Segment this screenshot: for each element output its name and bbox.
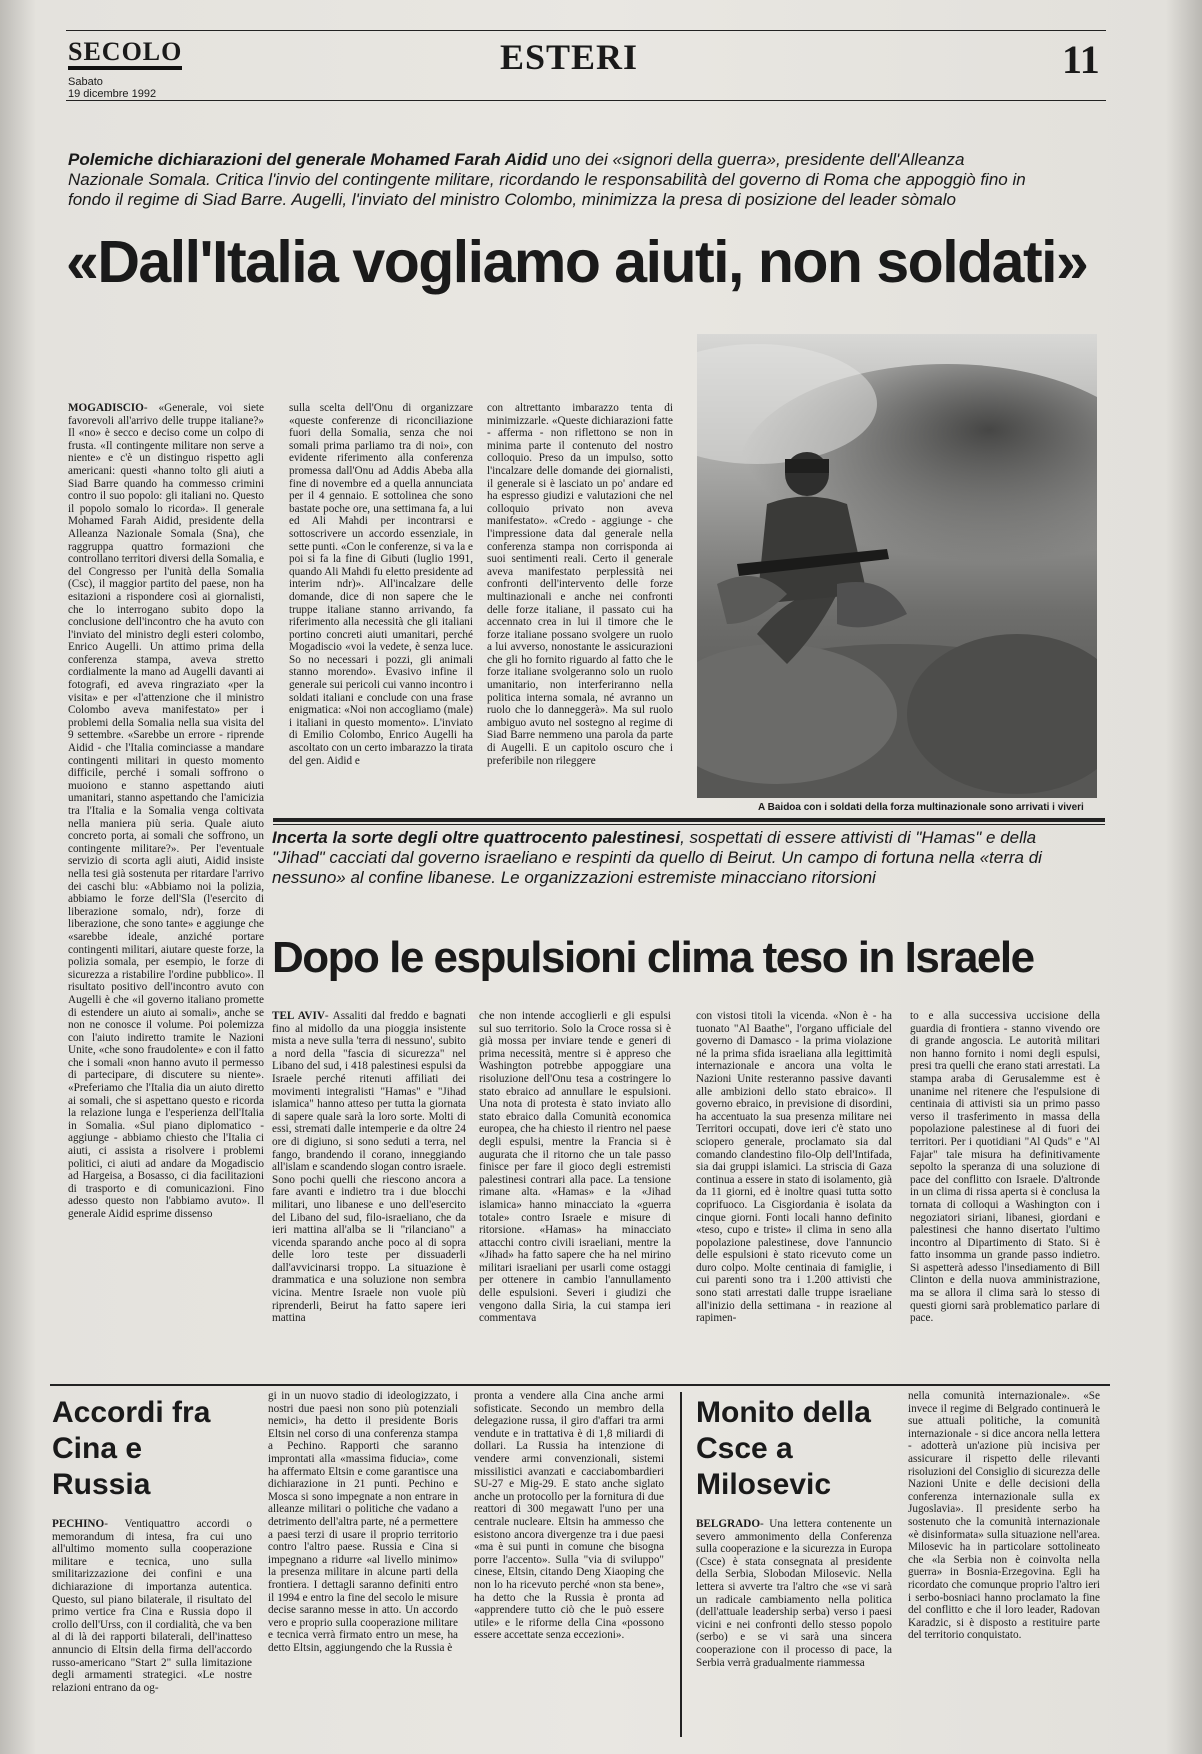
story2-col2-text: che non intende accoglierli e gli espulsi sul suo territorio. Solo la Croce rossa si è già mossa per inviare tende e generi di prima necessità, mentre si è appreso che Washington potrebbe appoggiare una risoluzione dell'Onu tesa a costringere lo stato ebraico ad annullare le espulsioni. Una nota di protesta è stato inviato allo stato ebraico dalla Comunità economica europea, che ha chiesto il rientro nel paese degli espulsi, mentre la Francia si è augurata che il ritorno che un tale passo finisce per fare il gioco degli estremisti palestinesi contrari alla pace. La tensione rimane alta. «Hamas» e la «Jihad islamica» hanno minacciato la «guerra totale» contro Israele e misure di ritorsione. «Hamas» ha minacciato attacchi contro civili israeliani, mentre la «Jihad» ha fatto sapere che ha nel mirino militari israeliani per usarli come ostaggi per ottenere in cambio l'annullamento delle espulsioni. Severi i giudizi che vengono dalla Siria, la cui stampa ieri commentava (479, 1010, 671, 1325)
story2-col4-text: to e alla successiva uccisione della guardia di frontiera - stanno vivendo ore di grande angoscia. Le autorità militari non hanno fornito i nomi degli espulsi, presi tra quelli che erano stati arrestati. La stampa araba di Gerusalemme est è unanime nel ritenere che l'espulsione di centinaia di attivisti sia un primo passo verso il trasferimento in massa della popolazione palestinese al di fuori dei territori. Per i quotidiani "Al Quds" e "Al Fajar" tale misura ha definitivamente sepolto la speranza di una soluzione di pace del conflitto con Israele. D'altronde in un clima di rissa aperta si è conclusa la tornata di colloqui a Washington con i negoziatori siriani, libanesi, giordani e palestinesi che hanno disertato l'ultimo incontro al Dipartimento di Stato. Si è fatto insomma un grande passo indietro. Si aspetterà adesso l'insediamento di Bill Clinton e della nuova amministrazione, ma se allora il clima sarà lo stesso di questi giorni sarà problematico parlare di pace. (910, 1010, 1100, 1325)
section-title: ESTERI (500, 37, 639, 77)
story2-column-2 (479, 1010, 671, 1370)
story2-column-4 (910, 1010, 1100, 1370)
story2-column-3 (696, 1010, 892, 1370)
story2-col3-text: con vistosi titoli la vicenda. «Non è - ha tuonato "Al Baathe", l'organo ufficiale del governo di Damasco - la prima violazione né la prima sfida israeliana alla legittimità internazionale e ancora una volta le Nazioni Unite resteranno passive davanti alle ambizioni dello stato ebraico». Il governo ebraico, in previsione di disordini, ha accentuato la sua presenza militare nei Territori occupati, dove ieri c'è stato uno sciopero generale, proclamato sia dal comando clandestino filo-Olp dell'Intifada, sia dai gruppi islamici. La striscia di Gaza continua a essere in stato di isolamento, già da 11 giorni, ed è inoltre quasi tutta sotto coprifuoco. La Cisgiordania è isolata da cinque giorni. Fonti locali hanno definito «teso, cupo e triste» il clima in seno alla popolazione palestinese, dove l'annuncio delle espulsioni è stato ricevuto come un duro colpo. Molte centinaia di famiglie, i cui parenti sono tra i 1.200 attivisti che sono stati arrestati dalle truppe israeliane all'inizio della settimana - in reazione al rapimen- (696, 1010, 892, 1325)
story2-top-rule-thin (273, 824, 1105, 825)
story1-kicker (68, 150, 1028, 210)
photo-caption: A Baidoa con i soldati della forza multinazionale sono arrivati i viveri (758, 802, 1084, 813)
bottom-story-divider (680, 1392, 682, 1737)
header-rule-top (66, 30, 1106, 31)
story3-dateline: PECHINO (52, 1518, 105, 1530)
story3-column-2 (268, 1390, 458, 1736)
story2-headline: Dopo le espulsioni clima teso in Israele (272, 933, 1034, 982)
soldier-photo (697, 334, 1097, 798)
page-number: 11 (1062, 37, 1100, 82)
story3-col1-text: - Ventiquattro accordi o memorandum di intesa, fra cui uno all'ultimo momento sulla cooperazione militare e tecnica, uno sulla smilitarizzazione dei confini e una dichiarazione di importanza autentica. Questo, sul piano bilaterale, il risultato del primo vertice fra Cina e Russia dopo il crollo dell'Urss, con il cordialità, che va ben al di là dei rapporti bilaterali, dell'inatteso annuncio di Eltsin della firma dell'accordo russo-americano "Start 2" sulla limitazione degli armamenti strategici. «Le nostre relazioni entrano da og- (52, 1518, 252, 1694)
story2-col1-text: - Assaliti dal freddo e bagnati fino al midollo da una pioggia insistente mista a neve sulla 'terra di nessuno', subito a nord della "fascia di sicurezza" nel Libano del sud, i 418 palestinesi espulsi da Israele perché ritenuti affiliati dei movimenti integralisti "Hamas" e "Jihad islamica" hanno atteso per tutta la giornata di sapere quale sarà la loro sorte. Molti di essi, stremati dalle intemperie e da oltre 24 ore di digiuno, si sono seduti a terra, nel fango, brandendo il corano, inneggiando all'islam e scandendo slogan contro israele. Sono pochi quelli che riescono ancora a fare avanti e indietro tra i due blocchi militari, uno libanese e uno dell'esercito del Libano del sud, filo-israeliano, che da ieri mattina all'alba se li "rilanciano" a vicenda sparando anche poco al di sopra delle loro teste per dissuaderli dall'avvicinarsi troppo. La situazione è drammatica e una soluzione non sembra vicina. Mentre Israele non vuole più riprenderli, Beirut ha fatto sapere ieri mattina (272, 1010, 466, 1325)
story2-kicker-text: , sospettati di essere attivisti di "Hamas" e della "Jihad" cacciati dal governo israeliano e respinti da quello di Beirut. Un campo di fortuna nella «terra di nessuno» al confine libanese. Le organizzazioni estremiste minacciano ritorsioni (272, 828, 1042, 887)
story2-dateline: TEL AVIV (272, 1010, 325, 1022)
story1-col2-text: sulla scelta dell'Onu di organizzare «queste conferenze di riconciliazione fuori della Somalia, senza che noi somali prima parliamo tra di noi», con evidente riferimento alla conferenza promessa dall'Onu ad Addis Abeba alla fine di novembre ed a quella annunciata per il 4 gennaio. E sottolinea che sono bastate poche ore, una settimana fa, a lui ed Ali Mahdi per incontrarsi e sottoscrivere un accordo essenziale, in sette punti. «Con le conferenze, si va la e poi si fa la fine di Gibuti (luglio 1991, quando Ali Mahdi fu eletto presidente ad interim ndr)». All'incalzare delle domande, dice di non sapere che le truppe italiane stanno arrivando, fa riferimento alla necessità che gli italiani portino concreti aiuti umanitari, perché Mogadiscio «voi la vedete, è senza luce. So no necessari i pozzi, gli animali stanno morendo». Evasivo infine il generale sui pericoli cui vanno incontro i soldati italiani e conclude con una frase enigmatica: «Noi non accogliamo (male) i italiani in questo momento». L'inviato di Emilio Colombo, Enrico Augelli ha ascoltato con un certo imbarazzo la tirata del gen. Aidid e (289, 402, 473, 767)
story4-dateline: BELGRADO (696, 1518, 761, 1530)
story3-column-3 (474, 1390, 664, 1736)
soldier-photo-image (697, 334, 1097, 798)
story1-column-1 (68, 402, 264, 1360)
story2-kicker (272, 828, 1072, 888)
story3-headline: Accordi fra Cina e Russia (52, 1396, 211, 1501)
story4-col2-text: nella comunità internazionale». «Se invece il regime di Belgrado continuerà le sue attuali politiche, la comunità internazionale - si dice ancora nella lettera - adotterà un'azione più incisiva per assicurare il rispetto delle rilevanti risoluzioni del Consiglio di sicurezza delle Nazioni Unite e delle decisioni della conferenza internazionale sulla ex Jugoslavia». Il presidente serbo ha sostenuto che la comunità internazionale «è disinformata» sulla situazione nell'area. Milosevic ha in particolare sottolineato che «la Serbia non è coinvolta nella guerra» in Bosnia-Erzegovina. Egli ha ricordato che comunque proprio l'altro ieri i serbo-bosniaci hanno proclamato la fine del conflitto e che il loro leader, Radovan Karadzic, si è disposto a restituire parte del territorio conquistato. (908, 1390, 1100, 1642)
story1-kicker-text: uno dei «signori della guerra», presidente dell'Alleanza Nazionale Somala. Critica l'invio del contingente militare, ricordando le responsabilità del governo di Roma che appoggiò fino in fondo il regime di Siad Barre. Augelli, l'inviato del ministro Colombo, minimizza la presa di posizione del leader sòmalo (68, 150, 1026, 209)
story2-top-rule (273, 818, 1105, 822)
story4-column-1 (696, 1518, 892, 1736)
story3-col3-text: pronta a vendere alla Cina anche armi sofisticate. Secondo un membro della delegazione russa, il giro d'affari tra armi vendute e in trattativa è di 1,8 miliardi di dollari. La Russia ha intenzione di vendere armi convenzionali, sistemi missilistici avanzati e cacciabombardieri SU-27 e Mig-29. E stato anche siglato anche un protocollo per la fornitura di due reattori di 300 megawatt l'uno per una centrale nucleare. Eltsin ha ammesso che esistono ancora divergenze tra i due paesi «ma è sui punti in comune che bisogna porre l'accento». Sulla "via di sviluppo" cinese, Eltsin, citando Deng Xiaoping che non lo ha ricevuto perché «non sta bene», ha detto che la Russia è pronta ad «apprendere tutto ciò che le può essere utile» e le riforme della Cina «possono essere accettate senza eccezioni». (474, 1390, 664, 1642)
issue-date: 19 dicembre 1992 (68, 88, 157, 100)
story1-kicker-bold: Polemiche dichiarazioni del generale Mohamed Farah Aidid (68, 150, 548, 169)
story1-column-3 (487, 402, 673, 780)
story1-col1-text: - «Generale, voi siete favorevoli all'arrivo delle truppe italiane?» Il «no» è secco e deciso come un colpo di frusta. «Il contingente militare non serve a niente» e c'è un distinguo rispetto agli americani: questi «hanno tolto gli aiuti a Siad Barre quando ha commesso crimini contro il suo popolo: gli italiani no. Questo il popolo somalo lo ricorda». Il generale Mohamed Farah Aidid, presidente della Alleanza Nazionale Somala (Sna), che raggruppa quattro formazioni che controllano territori diversi della Somalia, e del Congresso per l'unità della Somalia (Csc), il maggior partito del paese, non ha esitazioni a rispondere così ai giornalisti, che lo interrogano subito dopo la conclusione dell'incontro che ha avuto con l'inviato del ministro degli esteri colombo, Enrico Augelli. Un attimo prima della conferenza stampa, aveva stretto cordialmente la mano ad Augelli davanti ai fotografi, ed aveva ringraziato «per la visita» e per «l'attenzione che il ministro Colombo aveva manifestato» per i problemi della Somalia nella sua visita del 9 settembre. «Sarebbe un errore - riprende Aidid - che l'Italia cominciasse a mandare contingenti militari in questo momento difficile, perché i somali soffrono o muoiono e stanno aspettando aiuti umanitari, stanno aspettando che l'amicizia tra l'Italia e la Somalia venga coltivata nella maniera più seria. Quale aiuto concreto porta, ai somali che soffrono, un contingente militare?». Per l'eventuale servizio di scorta agli aiuti, Aidid insiste nella tesi già sostenuta per ritardare l'arrivo dei caschi blu: «Abbiamo noi la polizia, abbiamo le forze dell'Sla (l'esercito di liberazione somalo, ndr), forze di liberazione, che sono tante» e aggiunge che «sarebbe ideale, anziché portare contingenti militari, aiutare queste forze, la polizia somala, per esempio, le forze di sicurezza a ristabilire l'ordine pubblico». Il risultato positivo dell'incontro avuto con Augelli è che «il governo italiano promette di estendere un aiuto ai somali», anche se non ne conosce il volume. Poi polemizza con l'aiuto indiretto tramite le Nazioni Unite, «che sono fraudolente» e con il fatto che i somali «non hanno avuto il permesso di partecipare, di discutere su niente». «Preferiamo che l'Italia dia un aiuto diretto ai somali, che si aspettano questo e ricorda la relazione lunga e l'esperienza dell'Italia in Somalia. «Sul piano diplomatico - aggiunge - abbiamo chiesto che l'Italia ci aiuti, ci assista a risolvere i problemi politici, ci aiuti ad andare da Mogadiscio ad Hargeisa, a Bosasso, ci dia facilitazioni di trasporto e di comunicazioni. Fino adesso questo non l'abbiamo avuto». Il generale Aidid esprime dissenso (68, 402, 264, 1220)
masthead-logo: SECOLO (68, 38, 182, 70)
story2-kicker-bold: Incerta la sorte degli oltre quattrocento palestinesi (272, 828, 681, 847)
issue-day: Sabato (68, 76, 103, 88)
story2-column-1 (272, 1010, 466, 1370)
story1-headline: «Dall'Italia vogliamo aiuti, non soldati» (66, 229, 1088, 295)
story4-col1-text: - Una lettera contenente un severo ammonimento della Conferenza sulla cooperazione e la sicurezza in Europa (Csce) è stata consegnata al presidente della Serbia, Slobodan Milosevic. Nella lettera si avverte tra l'altro che «se vi sarà un radicale cambiamento nella politica (dell'attuale leadership serba) verso i paesi vicini e nei confronti dello stesso popolo (serbo) e se vi sarà una sincera cooperazione con il processo di pace, la Serbia verrà gradualmente riammessa (696, 1518, 892, 1669)
story4-headline: Monito della Csce a Milosevic (696, 1396, 871, 1501)
story3-column-1 (52, 1518, 252, 1736)
story1-dateline: MOGADISCIO (68, 402, 144, 414)
story1-col3-text: con altrettanto imbarazzo tenta di minimizzarle. «Queste dichiarazioni fatte - afferma - non riflettono se non in minima parte il contenuto del nostro colloquio. Preso da un impulso, sotto l'incalzare delle domande dei giornalisti, il generale si è lasciato un po' andare ed ha espresso giudizi e valutazioni che nel colloquio privato non aveva manifestato». «Credo - aggiunge - che l'impressione data dal generale nella conferenza stampa non corrisponda ai suoi sentimenti reali. Certo il generale aveva manifestato perplessità nei confronti dell'intervento delle forze multinazionali e anche nei confronti delle forze italiane, il passato cui ha accennato crea in lui il timore che le forze italiane possano svolgere un ruolo a lui avverso, nonostante le assicurazioni che gli ho fornito riguardo al fatto che le forze italiane svolgeranno solo un ruolo umanitario, non interferiranno nella politica interna somala, né avranno un ruolo che lo danneggerà». Ma sul ruolo ambiguo avuto nel sostegno al regime di Siad Barre nemmeno una parola da parte di Augelli. E un capitolo oscuro che i preferibile non rileggere (487, 402, 673, 767)
story1-column-2 (289, 402, 473, 780)
header-rule-bottom (66, 100, 1106, 101)
issue-date-block (68, 76, 156, 100)
bottom-section-rule (50, 1384, 1110, 1386)
story3-col2-text: gi in un nuovo stadio di ideologizzato, i nostri due paesi non sono più potenziali nemici», ha detto il presidente Boris Eltsin nel corso di una conferenza stampa a Pechino. Rapporti che saranno improntati alla «massima fiducia», come ha affermato Eltsin e come garantisce una dichiarazione in 21 punti. Pechino e Mosca si sono impegnate a non entrare in alleanze militari o politiche che vadano a detrimento dell'altra parte, né a permettere a paesi terzi di usare il proprio territorio contro l'altro paese. Russia e Cina si impegnano a ridurre «al livello minimo» la presenza militare in alcune parti della frontiera. I dettagli saranno definiti entro il 1994 e entro la fine del secolo le misure decise saranno messe in atto. Un accordo vero e proprio sulla cooperazione militare e tecnica verrà firmato entro un mese, ha detto Eltsin, aggiungendo che la Russia è (268, 1390, 458, 1654)
story4-column-2 (908, 1390, 1100, 1736)
